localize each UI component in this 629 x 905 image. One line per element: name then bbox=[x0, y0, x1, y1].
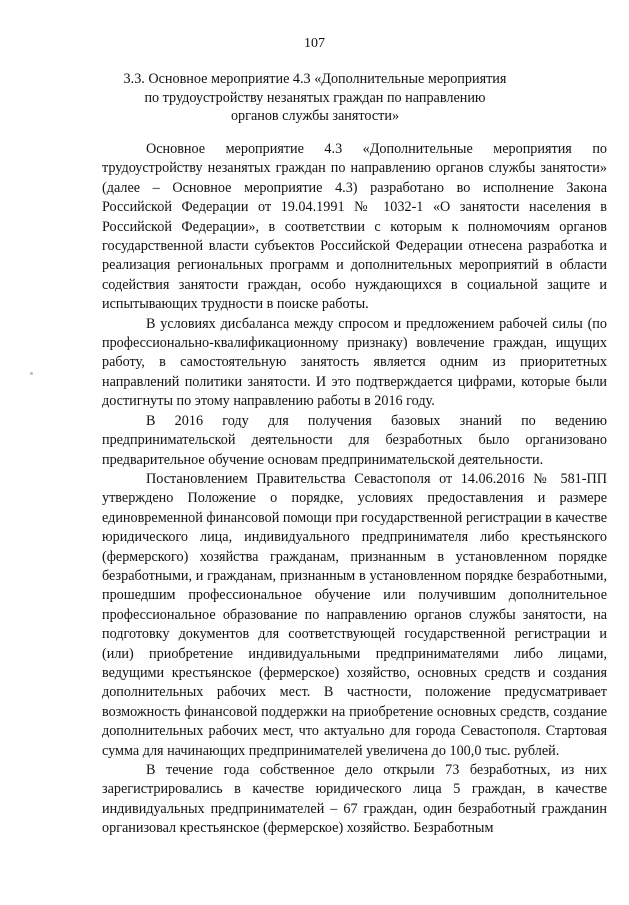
paragraph: В течение года собственное дело открыли 73 безработных, из них зарегистрировались в качестве юридического лица 5 граждан, в качестве индивидуальных предпринимателей – 67 граждан, один безработный гражданин организовал крестьянское (фермерское) хозяйство. Безработным bbox=[102, 762, 607, 837]
paragraph: Основное мероприятие 4.3 «Дополнительные мероприятия по трудоустройству незанятых граждан по направлению органов службы занятости» (далее – Основное мероприятие 4.3) разработано во исполнение Закона Российской Федерации от 19.04.1991 № 1032-1 «О занятости населения в Российской Федерации», в соответствии с которым к полномочиям органов государственной власти субъектов Российской Федерации отнесена разработка и реализация региональных программ и дополнительных мероприятий в области содействия занятости граждан, особо нуждающихся в социальной защите и испытывающих трудности в поиске работы. bbox=[102, 141, 607, 313]
section-heading-line: по трудоустройству незанятых граждан по направлению bbox=[144, 89, 486, 106]
section-heading-line: 3.3. Основное мероприятие 4.3 «Дополнительные мероприятия bbox=[123, 71, 507, 87]
paragraph: В 2016 году для получения базовых знаний по ведению предпринимательской деятельности для безработных было организовано предварительное обучение основам предпринимательской деятельности. bbox=[102, 412, 607, 468]
scan-speck bbox=[30, 372, 33, 375]
section-heading bbox=[110, 70, 520, 126]
paragraph: В условиях дисбаланса между спросом и предложением рабочей силы (по профессионально-квалификационному признаку) вовлечение граждан, ищущих работу, в самостоятельную занятость является одним из приоритетных направлений политики занятости. И это подтверждается цифрами, которые были достигнуты по этому направлению работы в 2016 году. bbox=[102, 315, 607, 410]
page-number: 107 bbox=[304, 36, 325, 51]
body-text bbox=[102, 140, 607, 839]
section-heading-line: органов службы занятости» bbox=[230, 108, 400, 124]
paragraph: Постановлением Правительства Севастополя от 14.06.2016 № 581-ПП утверждено Положение о порядке, условиях предоставления и размере единовременной финансовой помощи при государственной регистрации в качестве юридического лица, индивидуального предпринимателя либо крестьянского (фермерского) хозяйства гражданам, признанным в установленном порядке безработными, и гражданам, признанным в установленном порядке безработными, прошедшим профессиональное обучение или получившим дополнительное профессиональное образование по направлению органов службы занятости, на подготовку документов для соответствующей государственной регистрации и (или) приобретение индивидуальными предпринимателями либо лицами, ведущими крестьянское (фермерское) хозяйство, основных средств и создания дополнительных рабочих мест. В частности, положение предусматривает возможность финансовой поддержки на приобретение основных средств, создание дополнительных рабочих мест, что актуально для города Севастополя. Стартовая сумма для начинающих предпринимателей увеличена до 100,0 тыс. рублей. bbox=[102, 470, 607, 759]
